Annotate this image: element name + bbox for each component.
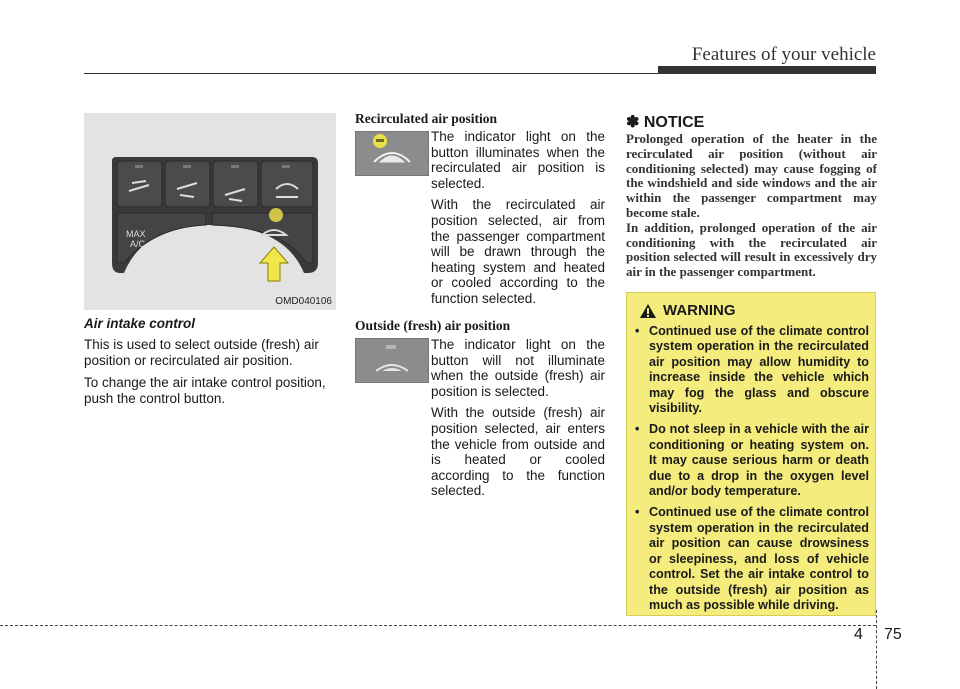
- air-intake-paragraph: To change the air intake control position, push the control button.: [84, 375, 326, 406]
- outside-text: [431, 337, 605, 505]
- bullet-icon: •: [635, 422, 640, 437]
- fresh-air-icon: [356, 339, 428, 382]
- warning-header: [639, 302, 736, 319]
- air-intake-body: [84, 337, 336, 413]
- header-rule: [84, 73, 876, 74]
- outside-paragraph: With the outside (fresh) air position selected, air enters the vehicle from outside and is heated or cooled according to the function selected.: [431, 405, 605, 499]
- outside-button-image: [355, 338, 429, 383]
- chapter-number: 4: [854, 626, 863, 643]
- outside-heading: Outside (fresh) air position: [355, 318, 511, 333]
- panel-ac-label: A/C: [130, 239, 146, 249]
- bullet-icon: •: [635, 324, 640, 338]
- footer-divider: [876, 610, 877, 689]
- recirculated-paragraph: The indicator light on the button illuminates when the recirculated air position is selected.: [431, 129, 605, 191]
- warning-item: [635, 422, 869, 499]
- warning-box: [626, 292, 876, 616]
- recirculation-icon: [356, 132, 428, 175]
- page-header-title: Features of your vehicle: [691, 44, 876, 65]
- recirculated-paragraph: With the recirculated air position selected, air from the passenger compartment will be drawn through the heating system and heated or cooled according to the function selected.: [431, 197, 605, 306]
- warning-item-text: Do not sleep in a vehicle with the air conditioning or heating system on. It may cause serious harm or death due to a drop in the oxygen level and/or body temperature.: [649, 422, 869, 499]
- air-intake-heading: Air intake control: [84, 316, 196, 331]
- outside-paragraph: The indicator light on the button will not illuminate when the outside (fresh) air position is selected.: [431, 337, 605, 399]
- footer-rule: [0, 625, 876, 626]
- warning-item: [635, 505, 869, 613]
- warning-item: [635, 324, 869, 416]
- panel-max-label: MAX: [126, 229, 146, 239]
- header-rule-thick: [658, 66, 876, 73]
- notice-title-label: NOTICE: [643, 114, 705, 131]
- climate-control-figure: [84, 113, 336, 310]
- warning-item-text: Continued use of the climate control system operation in the recirculated air position can cause drowsiness or sleepiness, and loss of vehicle control. Set the air intake control to the outside (fresh) air position as much as possible while driving.: [649, 505, 869, 612]
- warning-list: [635, 324, 869, 619]
- page-number: 75: [884, 626, 902, 643]
- warning-title: WARNING: [663, 302, 736, 319]
- notice-paragraph: Prolonged operation of the heater in the recirculated air position (without air conditioning selected) may cause fogging of the windshield and side windows and the air within the passenger compartment may become stale.: [626, 131, 877, 220]
- air-intake-paragraph: This is used to select outside (fresh) air position or recirculated air position.: [84, 337, 319, 368]
- bullet-icon: •: [635, 505, 640, 520]
- notice-paragraph: In addition, prolonged operation of the air conditioning with the recirculated air position selected will result in excessively dry air in the passenger compartment.: [626, 219, 877, 280]
- control-panel-illustration: [84, 113, 336, 310]
- warning-triangle-icon: [639, 303, 657, 319]
- notice-body: [626, 132, 877, 280]
- recirculated-text: [431, 129, 605, 313]
- recirculated-heading: Recirculated air position: [355, 111, 497, 126]
- figure-id: OMD040106: [275, 296, 332, 307]
- notice-title: [626, 112, 704, 132]
- notice-symbol-icon: ✽: [626, 114, 640, 131]
- recirculated-button-image: [355, 131, 429, 176]
- warning-item-text: Continued use of the climate control system operation in the recirculated air position may allow humidity to increase inside the vehicle which may fog the glass and obscure visibility.: [649, 324, 869, 416]
